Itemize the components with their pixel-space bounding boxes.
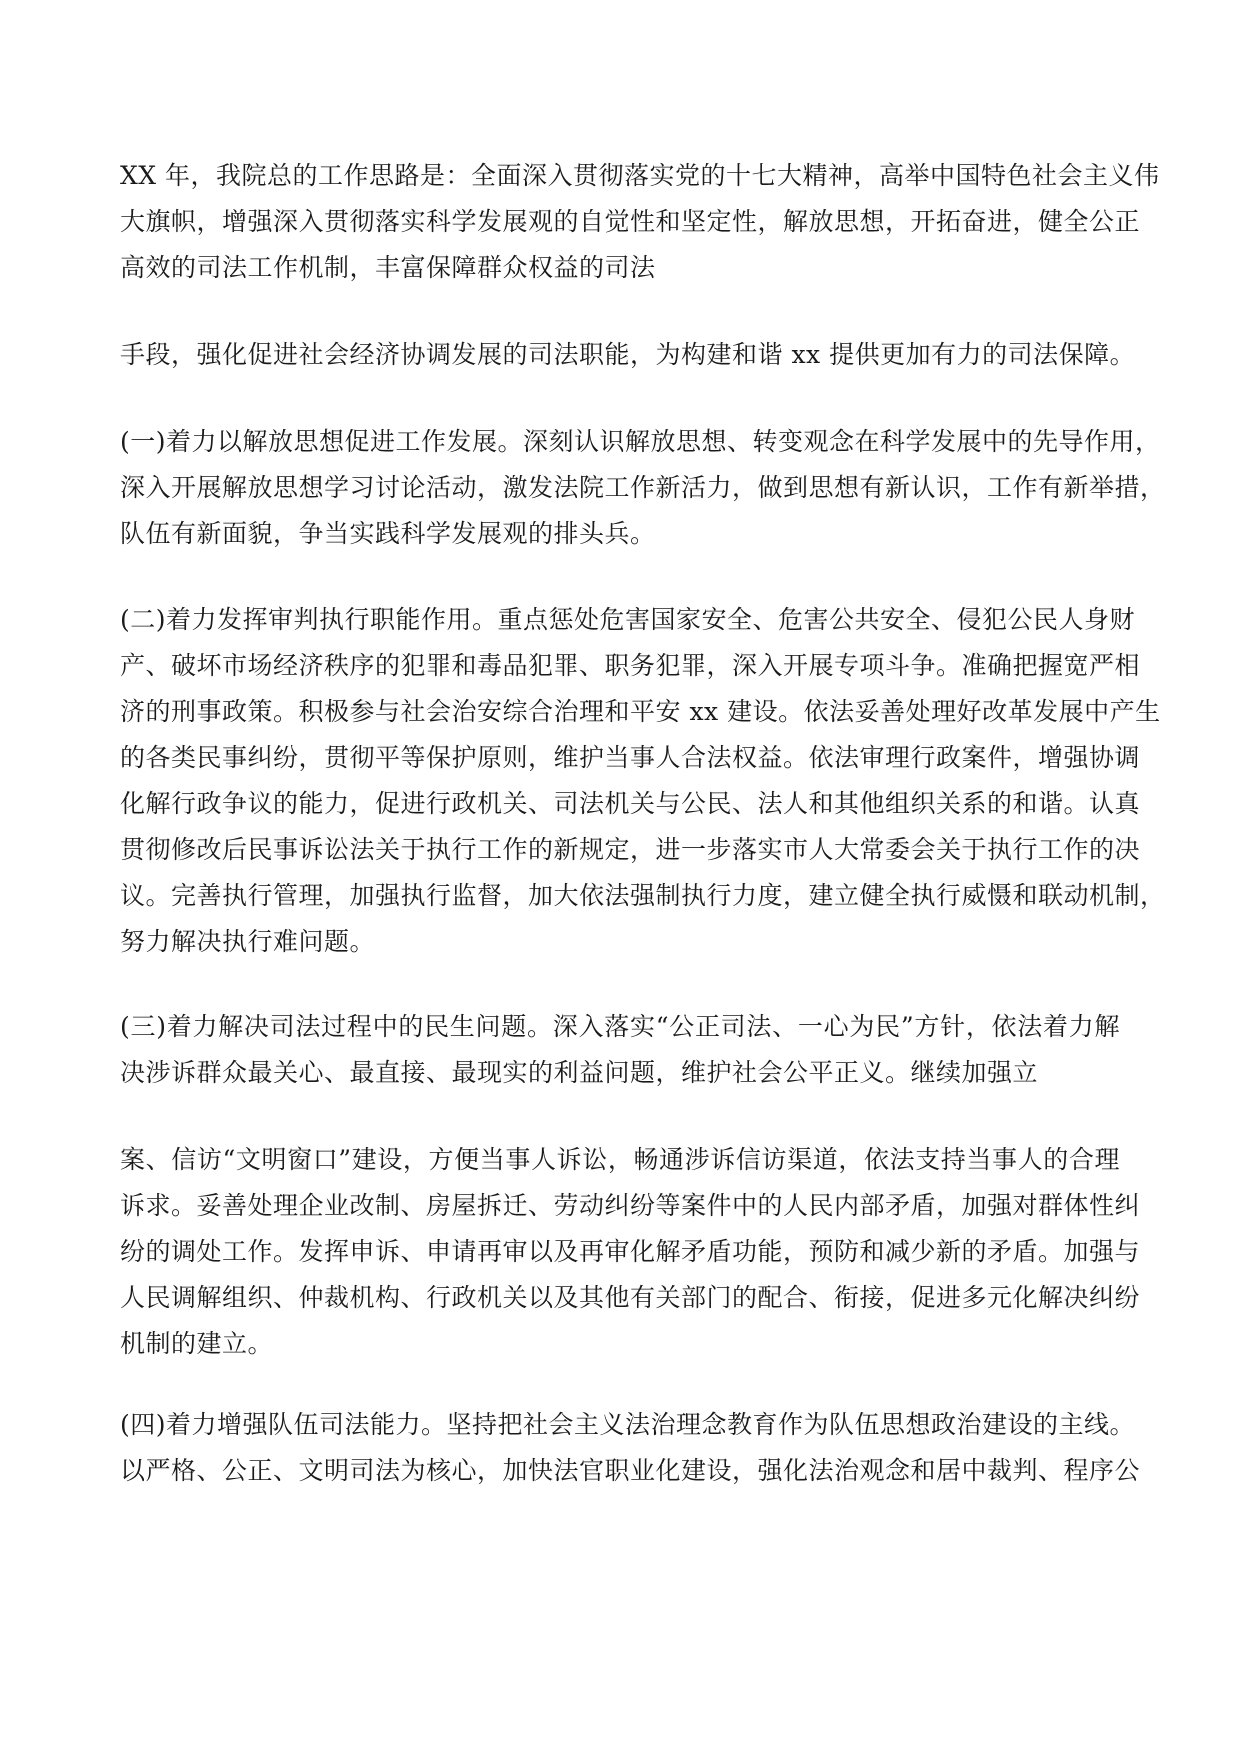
text-line: 努力解决执行难问题。 [120,927,376,956]
text-line: 以严格、公正、文明司法为核心，加快法官职业化建设，强化法治观念和居中裁判、程序公 [120,1456,1141,1485]
text-line: (四)着力增强队伍司法能力。坚持把社会主义法治理念教育作为队伍思想政治建设的主线。 [120,1410,1136,1439]
text-line: 纷的调处工作。发挥申诉、申请再审以及再审化解矛盾功能，预防和减少新的矛盾。加强与 [120,1237,1141,1266]
text-line: 议。完善执行管理，加强执行监督，加大依法强制执行力度，建立健全执行威慑和联动机制， [120,881,1166,910]
paragraph-section-2 [120,597,1166,965]
text-line: 决涉诉群众最关心、最直接、最现实的利益问题，维护社会公平正义。继续加强立 [120,1058,1039,1087]
text-line: 产、破坏市场经济秩序的犯罪和毒品犯罪、职务犯罪，深入开展专项斗争。准确把握宽严相 [120,651,1141,680]
paragraph-section-4 [120,1402,1141,1494]
text-line: 队伍有新面貌，争当实践科学发展观的排头兵。 [120,519,656,548]
paragraph-section-3-continued [120,1137,1141,1367]
text-line: 济的刑事政策。积极参与社会治安综合治理和平安 xx 建设。依法妥善处理好改革发展中产生 [120,697,1161,726]
text-line: 大旗帜，增强深入贯彻落实科学发展观的自觉性和坚定性，解放思想，开拓奋进，健全公正 [120,207,1141,236]
text-line: 机制的建立。 [120,1329,274,1358]
paragraph-judicial-guarantee [120,332,1136,378]
text-line: 的各类民事纠纷，贯彻平等保护原则，维护当事人合法权益。依法审理行政案件，增强协调 [120,743,1141,772]
text-line: 深入开展解放思想学习讨论活动，激发法院工作新活力，做到思想有新认识，工作有新举措， [120,473,1166,502]
text-line: 高效的司法工作机制，丰富保障群众权益的司法 [120,253,656,282]
text-line: 贯彻修改后民事诉讼法关于执行工作的新规定，进一步落实市人大常委会关于执行工作的决 [120,835,1141,864]
text-line: (二)着力发挥审判执行职能作用。重点惩处危害国家安全、危害公共安全、侵犯公民人身财 [120,605,1136,634]
text-line: 手段，强化促进社会经济协调发展的司法职能，为构建和谐 xx 提供更加有力的司法保障。 [120,340,1136,369]
text-line: 诉求。妥善处理企业改制、房屋拆迁、劳动纠纷等案件中的人民内部矛盾，加强对群体性纠 [120,1191,1141,1220]
text-line: (一)着力以解放思想促进工作发展。深刻认识解放思想、转变观念在科学发展中的先导作用， [120,427,1161,456]
text-line: XX 年，我院总的工作思路是：全面深入贯彻落实党的十七大精神，高举中国特色社会主义伟 [120,161,1160,190]
paragraph-work-approach [120,153,1160,291]
text-line: 人民调解组织、仲裁机构、行政机关以及其他有关部门的配合、衔接，促进多元化解决纠纷 [120,1283,1141,1312]
text-line: 化解行政争议的能力，促进行政机关、司法机关与公民、法人和其他组织关系的和谐。认真 [120,789,1141,818]
text-line: (三)着力解决司法过程中的民生问题。深入落实“公正司法、一心为民”方针，依法着力解 [120,1012,1120,1041]
paragraph-section-3 [120,1004,1120,1096]
paragraph-section-1 [120,419,1166,557]
text-line: 案、信访“文明窗口”建设，方便当事人诉讼，畅通涉诉信访渠道，依法支持当事人的合理 [120,1145,1120,1174]
